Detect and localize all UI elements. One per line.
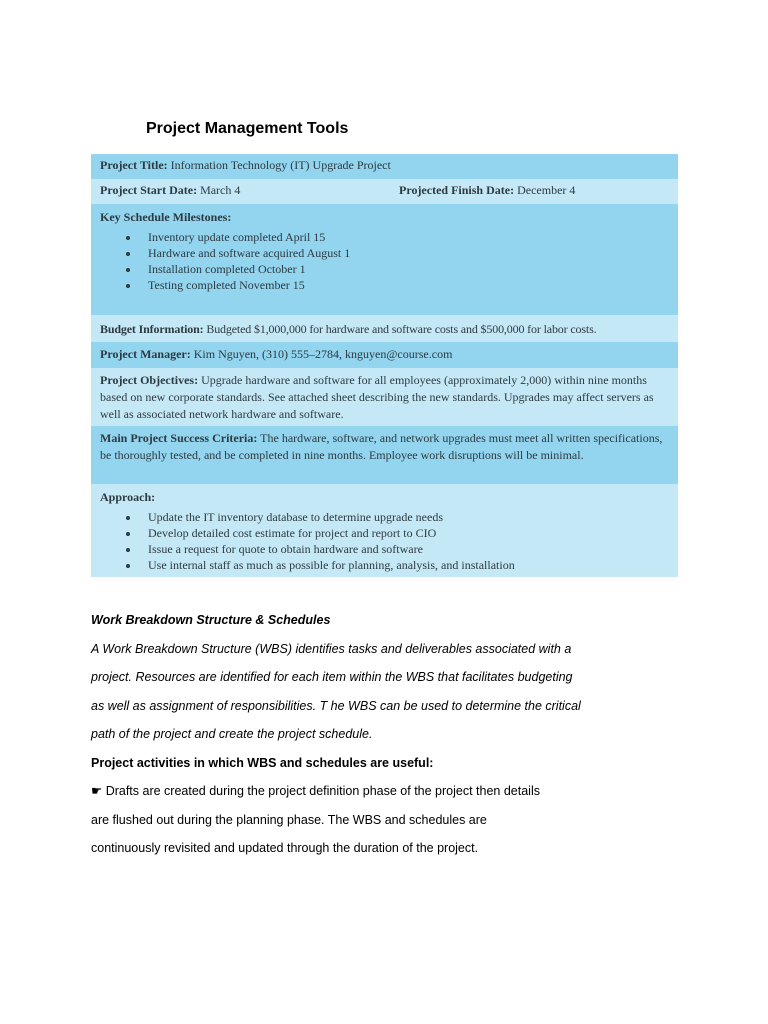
approach-label: Approach: bbox=[100, 490, 156, 504]
finish-date-label: Projected Finish Date: bbox=[399, 183, 515, 197]
project-charter-table bbox=[91, 154, 678, 577]
success-criteria-value: The hardware, software, and network upgrades must meet all written specifications, be thoroughly tested, and be completed in nine months. Employee work disruptions will be minimal. bbox=[100, 431, 663, 462]
milestone-item: • Inventory update completed April 15 bbox=[140, 229, 669, 245]
project-title-label: Project Title: bbox=[100, 158, 168, 172]
project-dates-row bbox=[91, 179, 678, 204]
approach-item: • Use internal staff as much as possible for planning, analysis, and installation bbox=[140, 557, 669, 573]
start-date bbox=[100, 183, 240, 198]
manager-value: Kim Nguyen, (310) 555–2784, knguyen@course.com bbox=[190, 347, 453, 361]
activity-paragraph-line: continuously revisited and updated through the duration of the project. bbox=[91, 841, 479, 855]
wbs-heading: Work Breakdown Structure & Schedules bbox=[91, 613, 331, 627]
objectives-value: Upgrade hardware and software for all employees (approximately 2,000) within nine months based on new corporate standards. See attached sheet describing the new standards. Upgrades may affect servers as well as associated network hardware and software. bbox=[100, 373, 654, 421]
approach-item: • Issue a request for quote to obtain hardware and software bbox=[140, 541, 669, 557]
success-criteria-row bbox=[91, 426, 678, 484]
manager-label: Project Manager: bbox=[100, 347, 191, 361]
activity-text: Drafts are created during the project definition phase of the project then details bbox=[102, 784, 540, 798]
activity-paragraph-line bbox=[91, 777, 691, 806]
wbs-paragraph-line: A Work Breakdown Structure (WBS) identifies tasks and deliverables associated with a bbox=[91, 641, 572, 656]
activities-heading: Project activities in which WBS and schedules are useful: bbox=[91, 755, 434, 770]
approach-row bbox=[91, 484, 678, 577]
start-date-value: March 4 bbox=[197, 183, 241, 197]
start-date-label: Project Start Date: bbox=[100, 183, 198, 197]
wbs-paragraph-line: path of the project and create the project schedule. bbox=[91, 727, 373, 741]
wbs-section bbox=[91, 606, 691, 863]
budget-row bbox=[91, 315, 678, 342]
milestones-label: Key Schedule Milestones: bbox=[100, 210, 232, 224]
wbs-paragraph-line: as well as assignment of responsibilities. T he WBS can be used to determine the critical bbox=[91, 698, 581, 713]
pointing-hand-icon: ☛ bbox=[91, 784, 103, 798]
objectives-label: Project Objectives: bbox=[100, 373, 199, 387]
milestones-list bbox=[100, 229, 669, 293]
milestones-row bbox=[91, 204, 678, 315]
manager-row bbox=[91, 342, 678, 368]
project-title-row bbox=[91, 154, 678, 179]
project-title-value: Information Technology (IT) Upgrade Project bbox=[167, 158, 391, 172]
wbs-paragraph-line: project. Resources are identified for each item within the WBS that facilitates budgeting bbox=[91, 670, 573, 684]
objectives-row bbox=[91, 368, 678, 426]
approach-list bbox=[100, 509, 669, 573]
milestone-item: • Testing completed November 15 bbox=[140, 277, 669, 293]
milestone-item: • Hardware and software acquired August 1 bbox=[140, 245, 669, 261]
finish-date-value: December 4 bbox=[514, 183, 576, 197]
activity-paragraph-line: are flushed out during the planning phase. The WBS and schedules are bbox=[91, 812, 487, 827]
approach-item: • Update the IT inventory database to determine upgrade needs bbox=[140, 509, 669, 525]
approach-item: • Develop detailed cost estimate for project and report to CIO bbox=[140, 525, 669, 541]
budget-label: Budget Information: bbox=[100, 322, 204, 336]
budget-value: Budgeted $1,000,000 for hardware and software costs and $500,000 for labor costs. bbox=[203, 322, 597, 336]
success-criteria-label: Main Project Success Criteria: bbox=[100, 431, 258, 445]
finish-date bbox=[399, 183, 575, 198]
page-title: Project Management Tools bbox=[146, 120, 349, 137]
milestone-item: • Installation completed October 1 bbox=[140, 261, 669, 277]
